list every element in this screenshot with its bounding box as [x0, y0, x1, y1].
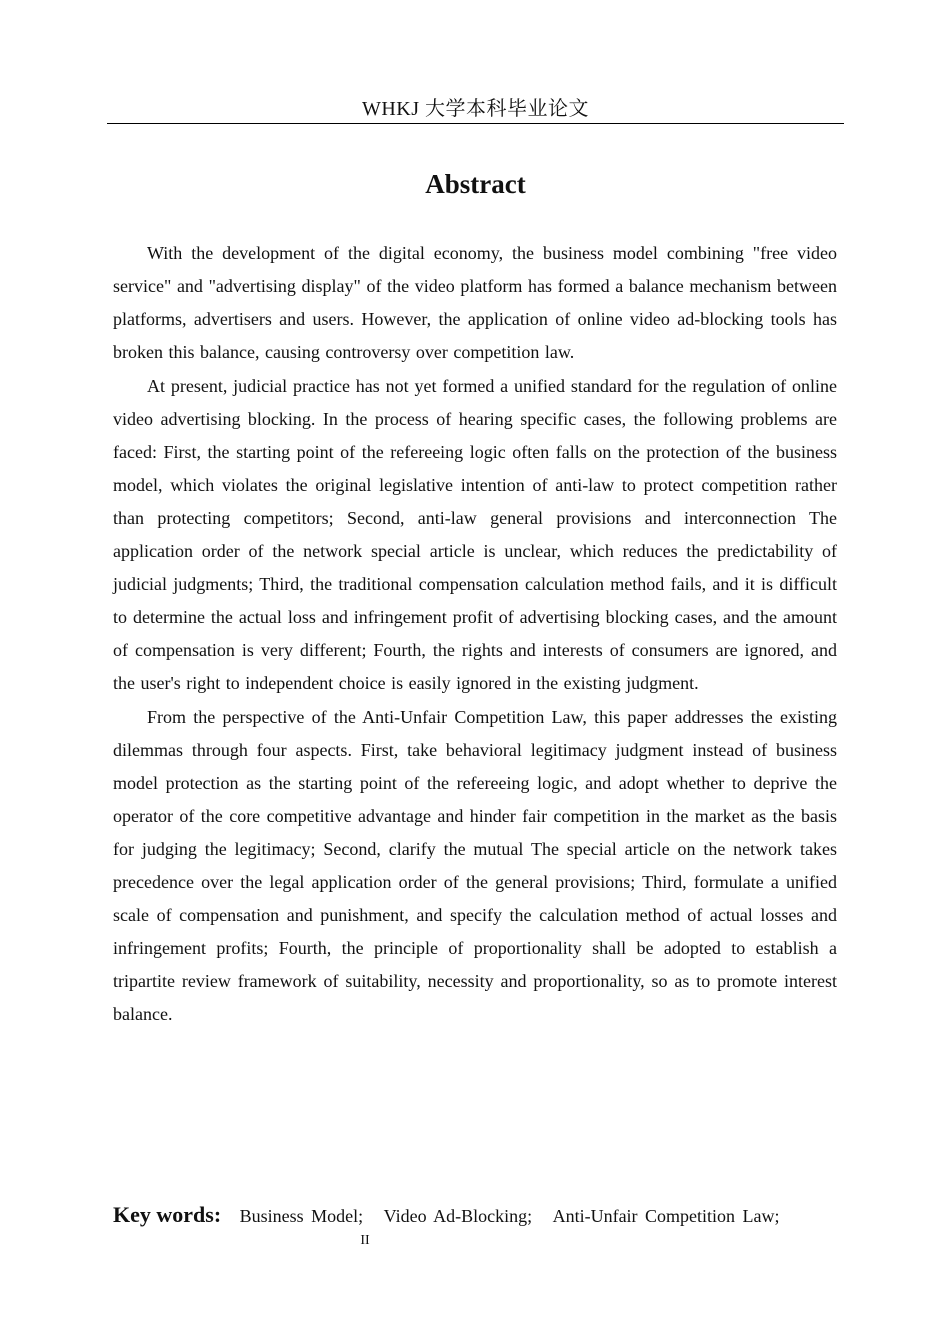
abstract-paragraph-3: From the perspective of the Anti-Unfair Competition Law, this paper addresses the existing dilemmas through four aspects. First, take behavioral legitimacy judgment instead of business model protection as the starting point of the refereeing logic, and adopt whether to deprive the operator of the core competitive advantage and hinder fair competition in the market as the basis for judging the legitimacy; Second, clarify the mutual The special article on the network takes precedence over the legal application order of the general provisions; Third, formulate a unified scale of compensation and punishment, and specify the calculation method of actual losses and infringement profits; Fourth, the principle of proportionality shall be adopted to establish a tripartite review framework of suitability, necessity and proportionality, so as to promote interest balance. [113, 707, 837, 1024]
abstract-title: Abstract [425, 169, 526, 199]
page-number: II [360, 1233, 370, 1248]
page-header: WHKJ 大学本科毕业论文 [361, 98, 590, 120]
abstract-paragraph-1: With the development of the digital economy, the business model combining "free video service" and "advertising display" of the video platform has formed a balance mechanism between platforms, advertisers and users. However, the application of online video ad-blocking tools has broken this balance, causing controversy over competition law. [113, 243, 837, 362]
keyword-2: Video Ad-Blocking; [383, 1206, 533, 1226]
keyword-1: Business Model; [239, 1206, 364, 1226]
keywords-line [113, 1197, 837, 1234]
header-divider [107, 123, 844, 124]
abstract-body [113, 237, 837, 1032]
abstract-paragraph-2: At present, judicial practice has not yet formed a unified standard for the regulation of online video advertising blocking. In the process of hearing specific cases, the following problems are faced: First, the starting point of the refereeing logic often falls on the protection of the business model, which violates the original legislative intention of anti-law to protect competition rather than protecting competitors; Second, anti-law general provisions and interconnection The application order of the network special article is unclear, which reduces the predictability of judicial judgments; Third, the traditional compensation calculation method fails, and it is difficult to determine the actual loss and infringement profit of advertising blocking cases, and the amount of compensation is very different; Fourth, the rights and interests of consumers are ignored, and the user's right to independent choice is easily ignored in the existing judgment. [113, 376, 837, 693]
keywords-label: Key words: [113, 1202, 222, 1227]
keyword-3: Anti-Unfair Competition Law; [552, 1206, 780, 1226]
